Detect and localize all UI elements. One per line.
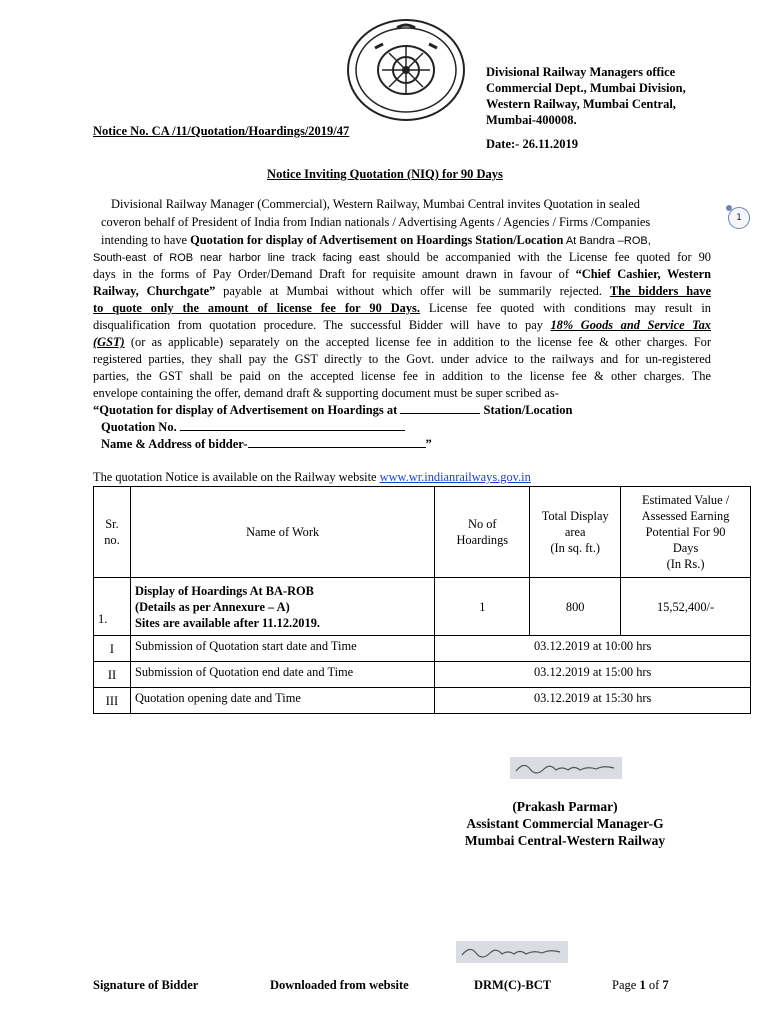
- header-hoardings: No of Hoardings: [435, 487, 530, 578]
- row-value: 15,52,400/-: [621, 578, 751, 636]
- table-row: [94, 662, 751, 688]
- body-line: to quote only the amount of license fee for 90 Days. License fee quoted with conditions may result in: [93, 301, 712, 315]
- body-line: Divisional Railway Manager (Commercial), Western Railway, Mumbai Central invites Quotation in sealed: [111, 197, 640, 211]
- signatory-designation: Assistant Commercial Manager-G: [466, 816, 664, 831]
- schedule-sr: II: [94, 662, 131, 688]
- body-line: disqualification from quotation procedure. The successful Bidder will have to pay 18% Goods and Service Tax: [93, 318, 711, 332]
- body-line: (GST) (or as applicable) separately on the accepted license fee in addition to the license fee & other charges. For: [93, 335, 711, 349]
- office-line: Commercial Dept., Mumbai Division,: [486, 81, 686, 95]
- body-line: intending to have Quotation for display of Advertisement on Hoardings Station/Location At Bandra –ROB,: [101, 233, 651, 247]
- superscription-line: Name & Address of bidder- ”: [101, 437, 432, 451]
- notice-number: Notice No. CA /11/Quotation/Hoardings/2019/47: [93, 124, 350, 138]
- table-row: [94, 636, 751, 662]
- header-sr: Sr. no.: [94, 487, 131, 578]
- schedule-value: 03.12.2019 at 15:30 hrs: [435, 688, 751, 714]
- body-line: South-east of ROB near harbor line track facing east should be accompanied with the License fee quoted for 90: [93, 250, 711, 264]
- header-area: Total Display area (In sq. ft.): [530, 487, 621, 578]
- railway-website-link[interactable]: www.wr.indianrailways.gov.in: [379, 470, 531, 484]
- schedule-value: 03.12.2019 at 15:00 hrs: [435, 662, 751, 688]
- header-work: Name of Work: [130, 487, 434, 578]
- signatory-office: Mumbai Central-Western Railway: [464, 833, 666, 848]
- table-row: [94, 688, 751, 714]
- works-table: [93, 486, 751, 714]
- website-line: The quotation Notice is available on the Railway website www.wr.indianrailways.gov.in: [93, 470, 531, 484]
- footer-downloaded: Downloaded from website: [270, 978, 409, 992]
- indian-railways-logo: [345, 18, 467, 122]
- row-hoardings: 1: [435, 578, 530, 636]
- body-line: days in the forms of Pay Order/Demand Draft for requisite amount drawn in favour of “Chief Cashier, Western: [93, 267, 711, 281]
- page-marker-icon[interactable]: 1: [728, 207, 750, 229]
- schedule-label: Quotation opening date and Time: [130, 688, 434, 714]
- schedule-sr: I: [94, 636, 131, 662]
- body-line: coveron behalf of President of India from Indian nationals / Advertising Agents / Agencies / Firms /Companies: [101, 215, 651, 229]
- signatory-block: [440, 798, 690, 849]
- row-sr: 1.: [94, 578, 131, 636]
- body-line: parties, the GST shall be paid on the accepted license fee in addition to the license fee & other charges. The: [93, 369, 711, 383]
- superscription-line: “Quotation for display of Advertisement on Hoardings at Station/Location: [93, 403, 573, 417]
- schedule-value: 03.12.2019 at 10:00 hrs: [435, 636, 751, 662]
- office-address: [486, 64, 756, 128]
- header-value: Estimated Value / Assessed Earning Potential For 90 Days (In Rs.): [621, 487, 751, 578]
- officer-signature: [510, 757, 622, 779]
- body-line: envelope containing the offer, demand draft & supporting document must be super scribed as-: [93, 386, 559, 400]
- schedule-sr: III: [94, 688, 131, 714]
- table-header-row: [94, 487, 751, 578]
- schedule-label: Submission of Quotation start date and Time: [130, 636, 434, 662]
- schedule-label: Submission of Quotation end date and Time: [130, 662, 434, 688]
- footer-page-number: Page 1 of 7: [612, 978, 669, 992]
- table-row: [94, 578, 751, 636]
- body-line: registered parties, they shall pay the GST directly to the Govt. under advice to the railways and for un-registered: [93, 352, 711, 366]
- office-line: Divisional Railway Managers office: [486, 65, 676, 79]
- signatory-name: (Prakash Parmar): [512, 799, 618, 814]
- row-work: Display of Hoardings At BA-ROB (Details as per Annexure – A) Sites are available after 11.12.2019.: [130, 578, 434, 636]
- office-line: Mumbai-400008.: [486, 113, 577, 127]
- footer-code: DRM(C)-BCT: [474, 978, 552, 992]
- body-line: Railway, Churchgate” payable at Mumbai without which offer will be summarily rejected. The bidders have: [93, 284, 711, 298]
- footer-signature-of-bidder: Signature of Bidder: [93, 978, 199, 992]
- superscription-line: Quotation No.: [101, 419, 405, 435]
- office-line: Western Railway, Mumbai Central,: [486, 97, 676, 111]
- quotation-no-blank: [180, 419, 405, 431]
- station-blank: [400, 402, 480, 414]
- footer-signature: [456, 941, 568, 963]
- notice-title: Notice Inviting Quotation (NIQ) for 90 Days: [267, 167, 503, 181]
- bidder-name-blank: [248, 436, 426, 448]
- notice-date: Date:- 26.11.2019: [486, 137, 578, 151]
- row-area: 800: [530, 578, 621, 636]
- page-marker-dot: [726, 205, 732, 211]
